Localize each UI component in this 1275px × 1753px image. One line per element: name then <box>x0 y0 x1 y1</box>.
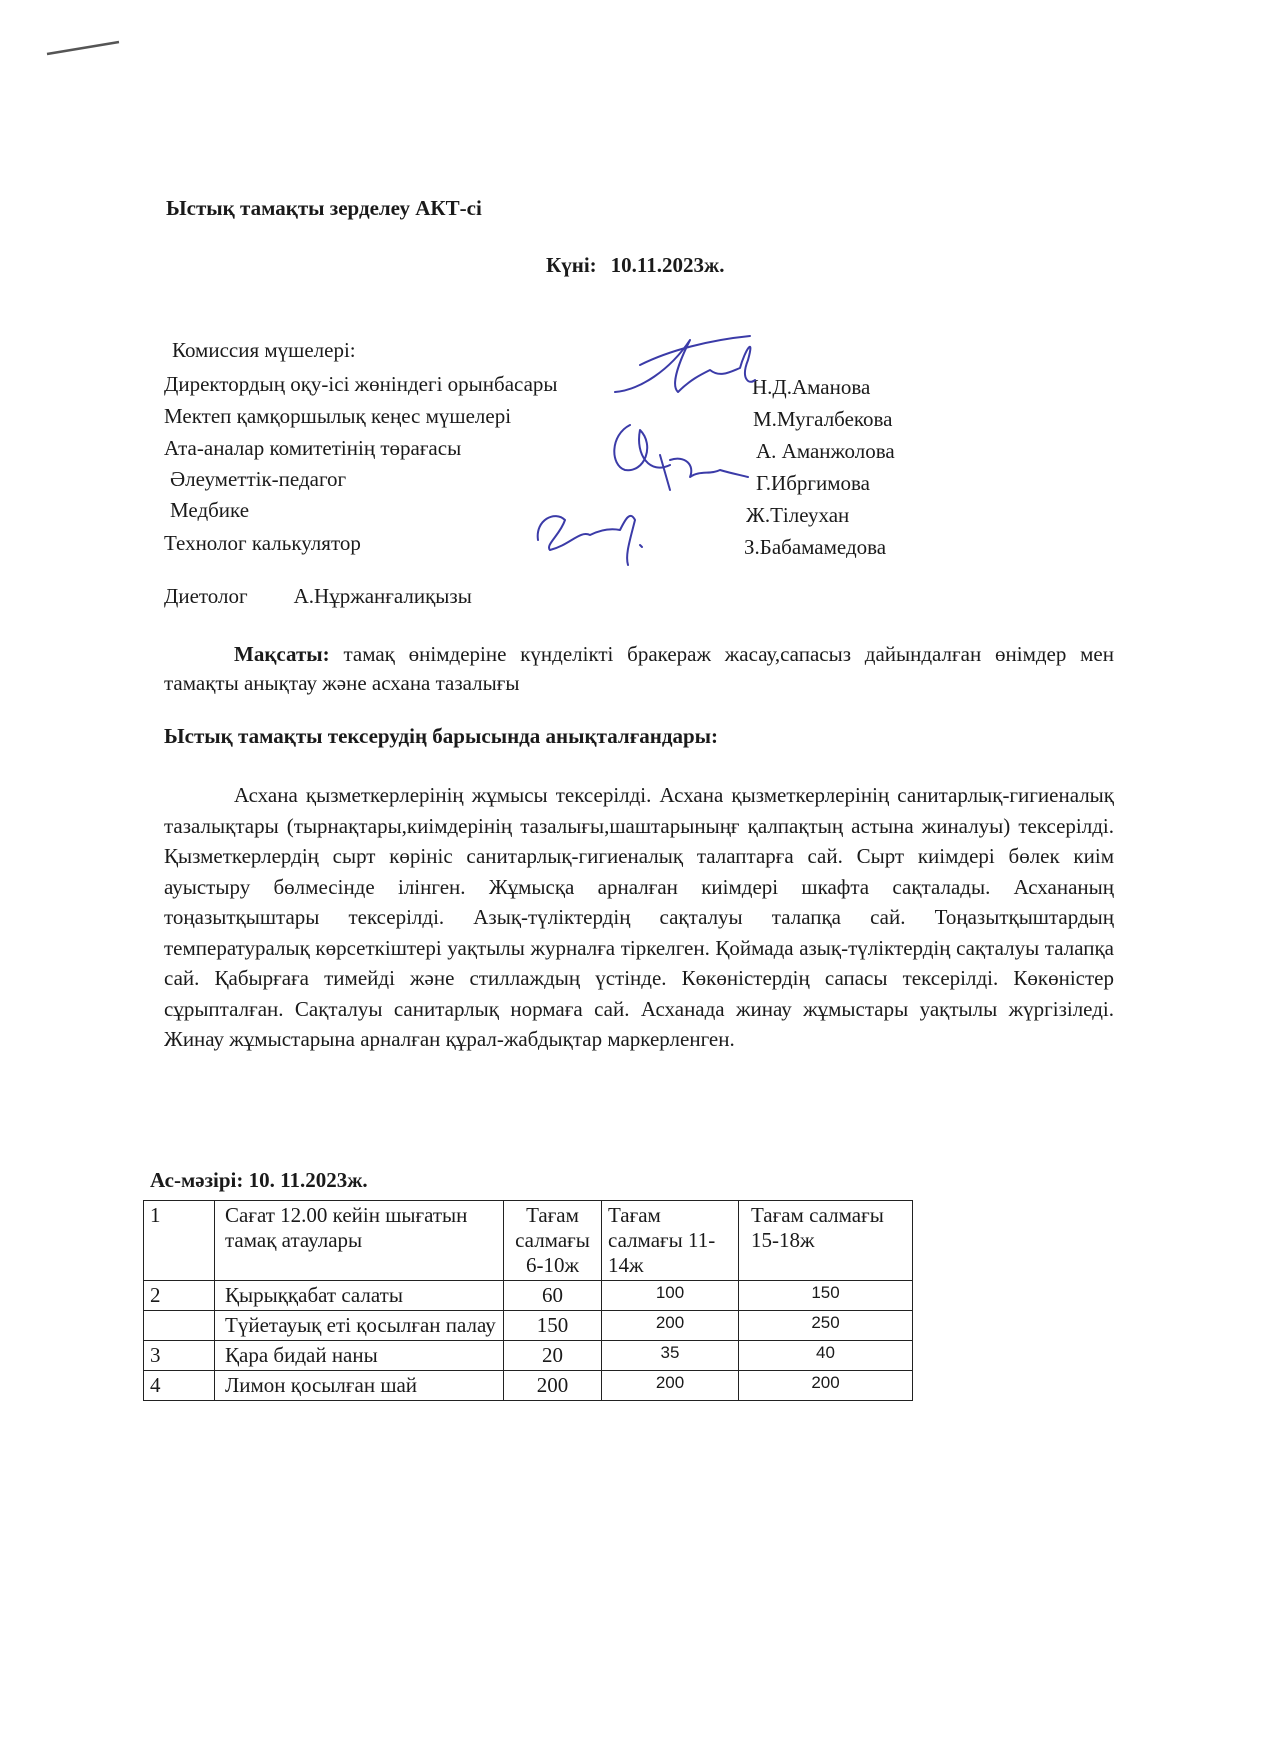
table-cell: 4 <box>144 1371 215 1401</box>
member-name: Ж.Тілеухан <box>746 503 850 527</box>
table-row <box>144 1341 913 1371</box>
member-role: Технолог калькулятор <box>164 531 361 555</box>
member-role: Директордың оқу-ісі жөніндегі орынбасары <box>164 372 558 396</box>
table-cell: 40 <box>739 1341 913 1371</box>
table-cell: 60 <box>504 1281 602 1311</box>
table-cell: 20 <box>504 1341 602 1371</box>
table-cell: Қырыққабат салаты <box>215 1281 504 1311</box>
table-cell: 150 <box>739 1281 913 1311</box>
member-name: Н.Д.Аманова <box>752 375 871 399</box>
date-value: 10.11.2023ж. <box>610 253 725 277</box>
findings-heading: Ыстық тамақты тексерудің барысында анықталғандары: <box>164 724 719 748</box>
member-role: Әлеуметтік-педагог <box>170 467 347 491</box>
header-cell: 1 <box>144 1201 215 1281</box>
table-row <box>144 1311 913 1341</box>
dietitian-role: Диетолог <box>164 584 248 608</box>
member-name: А. Аманжолова <box>756 439 895 463</box>
document-date <box>546 253 724 278</box>
table-cell: Қара бидай наны <box>215 1341 504 1371</box>
dietitian-name: А.Нұржанғалиқызы <box>293 584 472 608</box>
table-header-row <box>144 1201 913 1281</box>
date-label: Күні: <box>546 253 597 277</box>
signature-aminova <box>610 330 760 410</box>
signature-tileukhan <box>530 500 660 570</box>
header-cell: Тағам салмағы 15-18ж <box>739 1201 913 1281</box>
goal-paragraph <box>164 640 1114 698</box>
member-role: Мектеп қамқоршылық кеңес мүшелері <box>164 404 512 428</box>
table-row <box>144 1281 913 1311</box>
table-row <box>144 1371 913 1401</box>
table-cell: 150 <box>504 1311 602 1341</box>
member-name: З.Бабамамедова <box>744 535 887 559</box>
member-name: М.Мугалбекова <box>753 407 893 431</box>
goal-label: Мақсаты: <box>234 642 330 666</box>
table-cell: 100 <box>602 1281 739 1311</box>
menu-heading: Ас-мәзірі: 10. 11.2023ж. <box>150 1168 368 1192</box>
findings-paragraph: Асхана қызметкерлерінің жұмысы тексерілді. Асхана қызметкерлерінің санитарлық-гигиеналық тазалықтары (тырнақтары,киімдерінің тазалығы,шаштарыныңғ қалпақтың астына жиналуы) тексерілді. Қызметкерлердің сырт көрініс санитарлық-гигиеналық талаптарға сай. Сырт киімдері бөлек киім ауыстыру бөлмесінде ілінген. Жұмысқа арналған киімдері шкафта сақталады. Асхананың тоңазытқыштары тексерілді. Азық-түліктердің сақталуы талапқа сай. Тоңазытқыштардың температуралық көрсеткіштері уақтылы журналға тіркелген. Қоймада азық-түліктердің сақталуы талапқа сай. Қабырғаға тимейді және стиллаждың үстінде. Көкөністердің сапасы тексерілді. Көкөністер сұрыпталған. Сақталуы санитарлық нормаға сай. Асханада жинау жұмыстары уақтылы жүргізіледі. Жинау жұмыстарына арналған құрал-жабдықтар маркерленген. <box>164 783 1114 1051</box>
table-cell: Түйетауық еті қосылған палау <box>215 1311 504 1341</box>
commission-heading: Комиссия мүшелері: <box>172 338 356 362</box>
header-cell: Тағам салмағы 11-14ж <box>602 1201 739 1281</box>
dietitian-line <box>164 584 472 609</box>
table-cell: 200 <box>504 1371 602 1401</box>
header-cell: Тағам салмағы 6-10ж <box>504 1201 602 1281</box>
table-cell: 3 <box>144 1341 215 1371</box>
scan-mark <box>45 38 125 58</box>
table-cell: Лимон қосылған шай <box>215 1371 504 1401</box>
signature-mugalbekova <box>600 415 750 505</box>
table-cell: 200 <box>602 1311 739 1341</box>
table-cell: 200 <box>739 1371 913 1401</box>
document-title: Ыстық тамақты зерделеу АКТ-сі <box>166 196 482 220</box>
table-cell <box>144 1311 215 1341</box>
member-role: Медбике <box>170 498 250 522</box>
member-role: Ата-аналар комитетінің төрағасы <box>164 436 462 460</box>
table-cell: 2 <box>144 1281 215 1311</box>
table-cell: 35 <box>602 1341 739 1371</box>
table-cell: 200 <box>602 1371 739 1401</box>
menu-table <box>143 1200 913 1401</box>
header-cell: Сағат 12.00 кейін шығатын тамақ атаулары <box>215 1201 504 1281</box>
goal-text: тамақ өнімдеріне күнделікті бракераж жасау,сапасыз дайындалған өнімдер мен тамақты анықтау және асхана тазалығы <box>164 642 1114 695</box>
table-cell: 250 <box>739 1311 913 1341</box>
member-name: Г.Ибргимова <box>756 471 870 495</box>
